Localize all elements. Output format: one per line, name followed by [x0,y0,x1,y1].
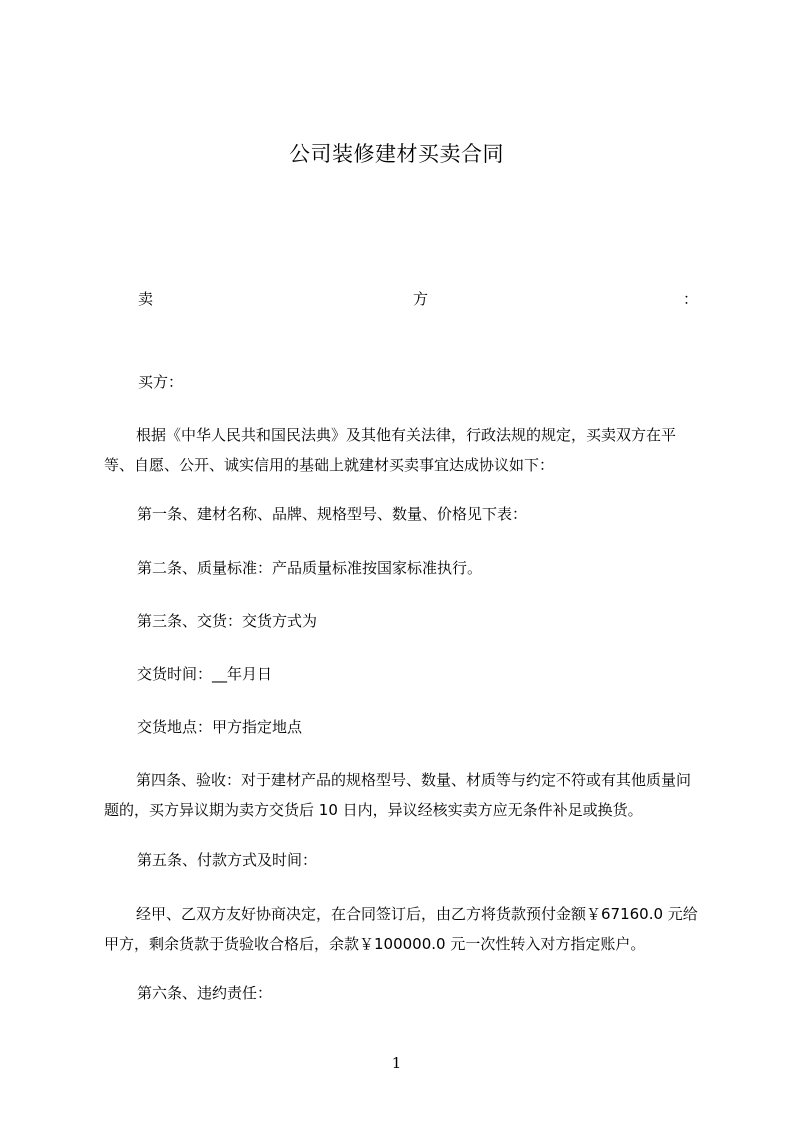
seller-label-colon: ： [683,290,699,308]
intro-paragraph: 根据《中华人民共和国民法典》及其他有关法律，行政法规的规定，买卖双方在平等、自愿、公开、诚实信用的基础上就建材买卖事宜达成协议如下： [104,426,677,474]
clause-6: 第六条、违约责任： [137,984,273,1002]
clause-5: 第五条、付款方式及时间： [137,851,318,869]
seller-label-char1: 卖 [138,290,154,308]
seller-label-char2: 方 [413,290,429,308]
clause-1: 第一条、建材名称、品牌、规格型号、数量、价格见下表： [137,505,528,523]
clause-3: 第三条、交货：交货方式为 [137,612,318,630]
delivery-place: 交货地点：甲方指定地点 [137,718,303,736]
clause-2: 第二条、质量标准：产品质量标准按国家标准执行。 [137,559,483,577]
payment-paragraph: 经甲、乙双方友好协商决定，在合同签订后，由乙方将货款预付金额￥67160.0 元给甲方，剩余货款于货验收合格后，余款￥100000.0 元一次性转入对方指定账户。 [104,905,698,953]
seller-line [138,288,699,316]
delivery-time: 交货时间：__年月日 [137,665,273,683]
clause-4: 第四条、验收：对于建材产品的规格型号、数量、材质等与约定不符或有其他质量问题的，买方异议期为卖方交货后 10 日内，异议经核实卖方应无条件补足或换货。 [104,771,692,819]
document-title: 公司装修建材买卖合同 [289,142,504,166]
buyer-line: 买方： [138,373,184,391]
page-number: 1 [391,1054,402,1072]
